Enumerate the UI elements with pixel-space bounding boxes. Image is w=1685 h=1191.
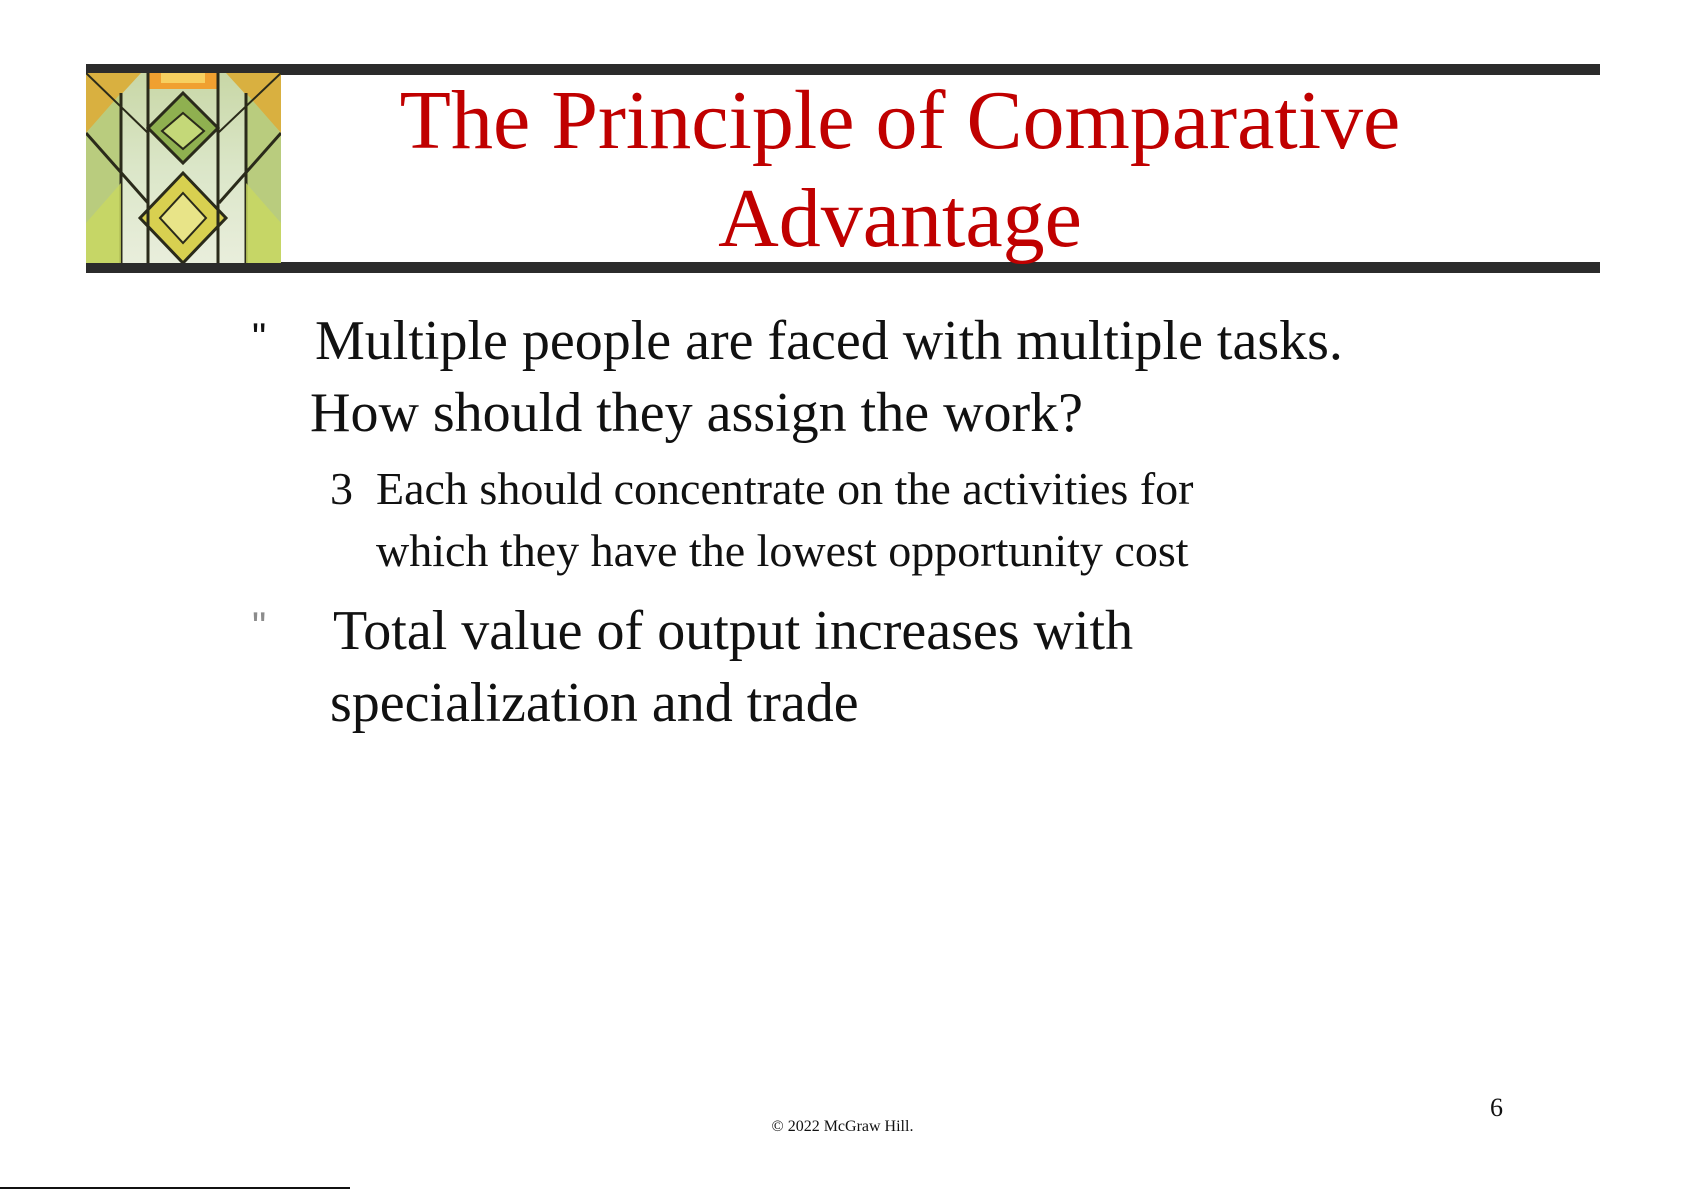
- bullet-marker-muted: ": [252, 605, 267, 649]
- bullet-2-line-2: specialization and trade: [330, 672, 859, 734]
- bullet-1-line-1: Multiple people are faced with multiple tasks.: [315, 310, 1343, 372]
- bullet-1-line-2: How should they assign the work?: [310, 382, 1084, 444]
- bullet-2-line-1: Total value of output increases with: [333, 600, 1134, 662]
- title-line-2: Advantage: [718, 172, 1082, 265]
- sub-bullet-marker: 3: [330, 463, 353, 514]
- bullet-marker: ": [252, 316, 267, 360]
- page-number: 6: [1490, 1093, 1503, 1122]
- bottom-divider: [0, 1187, 350, 1189]
- title-line-1: The Principle of Comparative: [399, 74, 1401, 167]
- slide-title: [300, 72, 1500, 268]
- copyright-footer: © 2022 McGraw Hill.: [771, 1118, 914, 1135]
- stained-glass-decoration: [86, 73, 281, 263]
- sub-bullet-line-1: Each should concentrate on the activities for: [376, 463, 1194, 514]
- sub-bullet-line-2: which they have the lowest opportunity cost: [376, 525, 1189, 576]
